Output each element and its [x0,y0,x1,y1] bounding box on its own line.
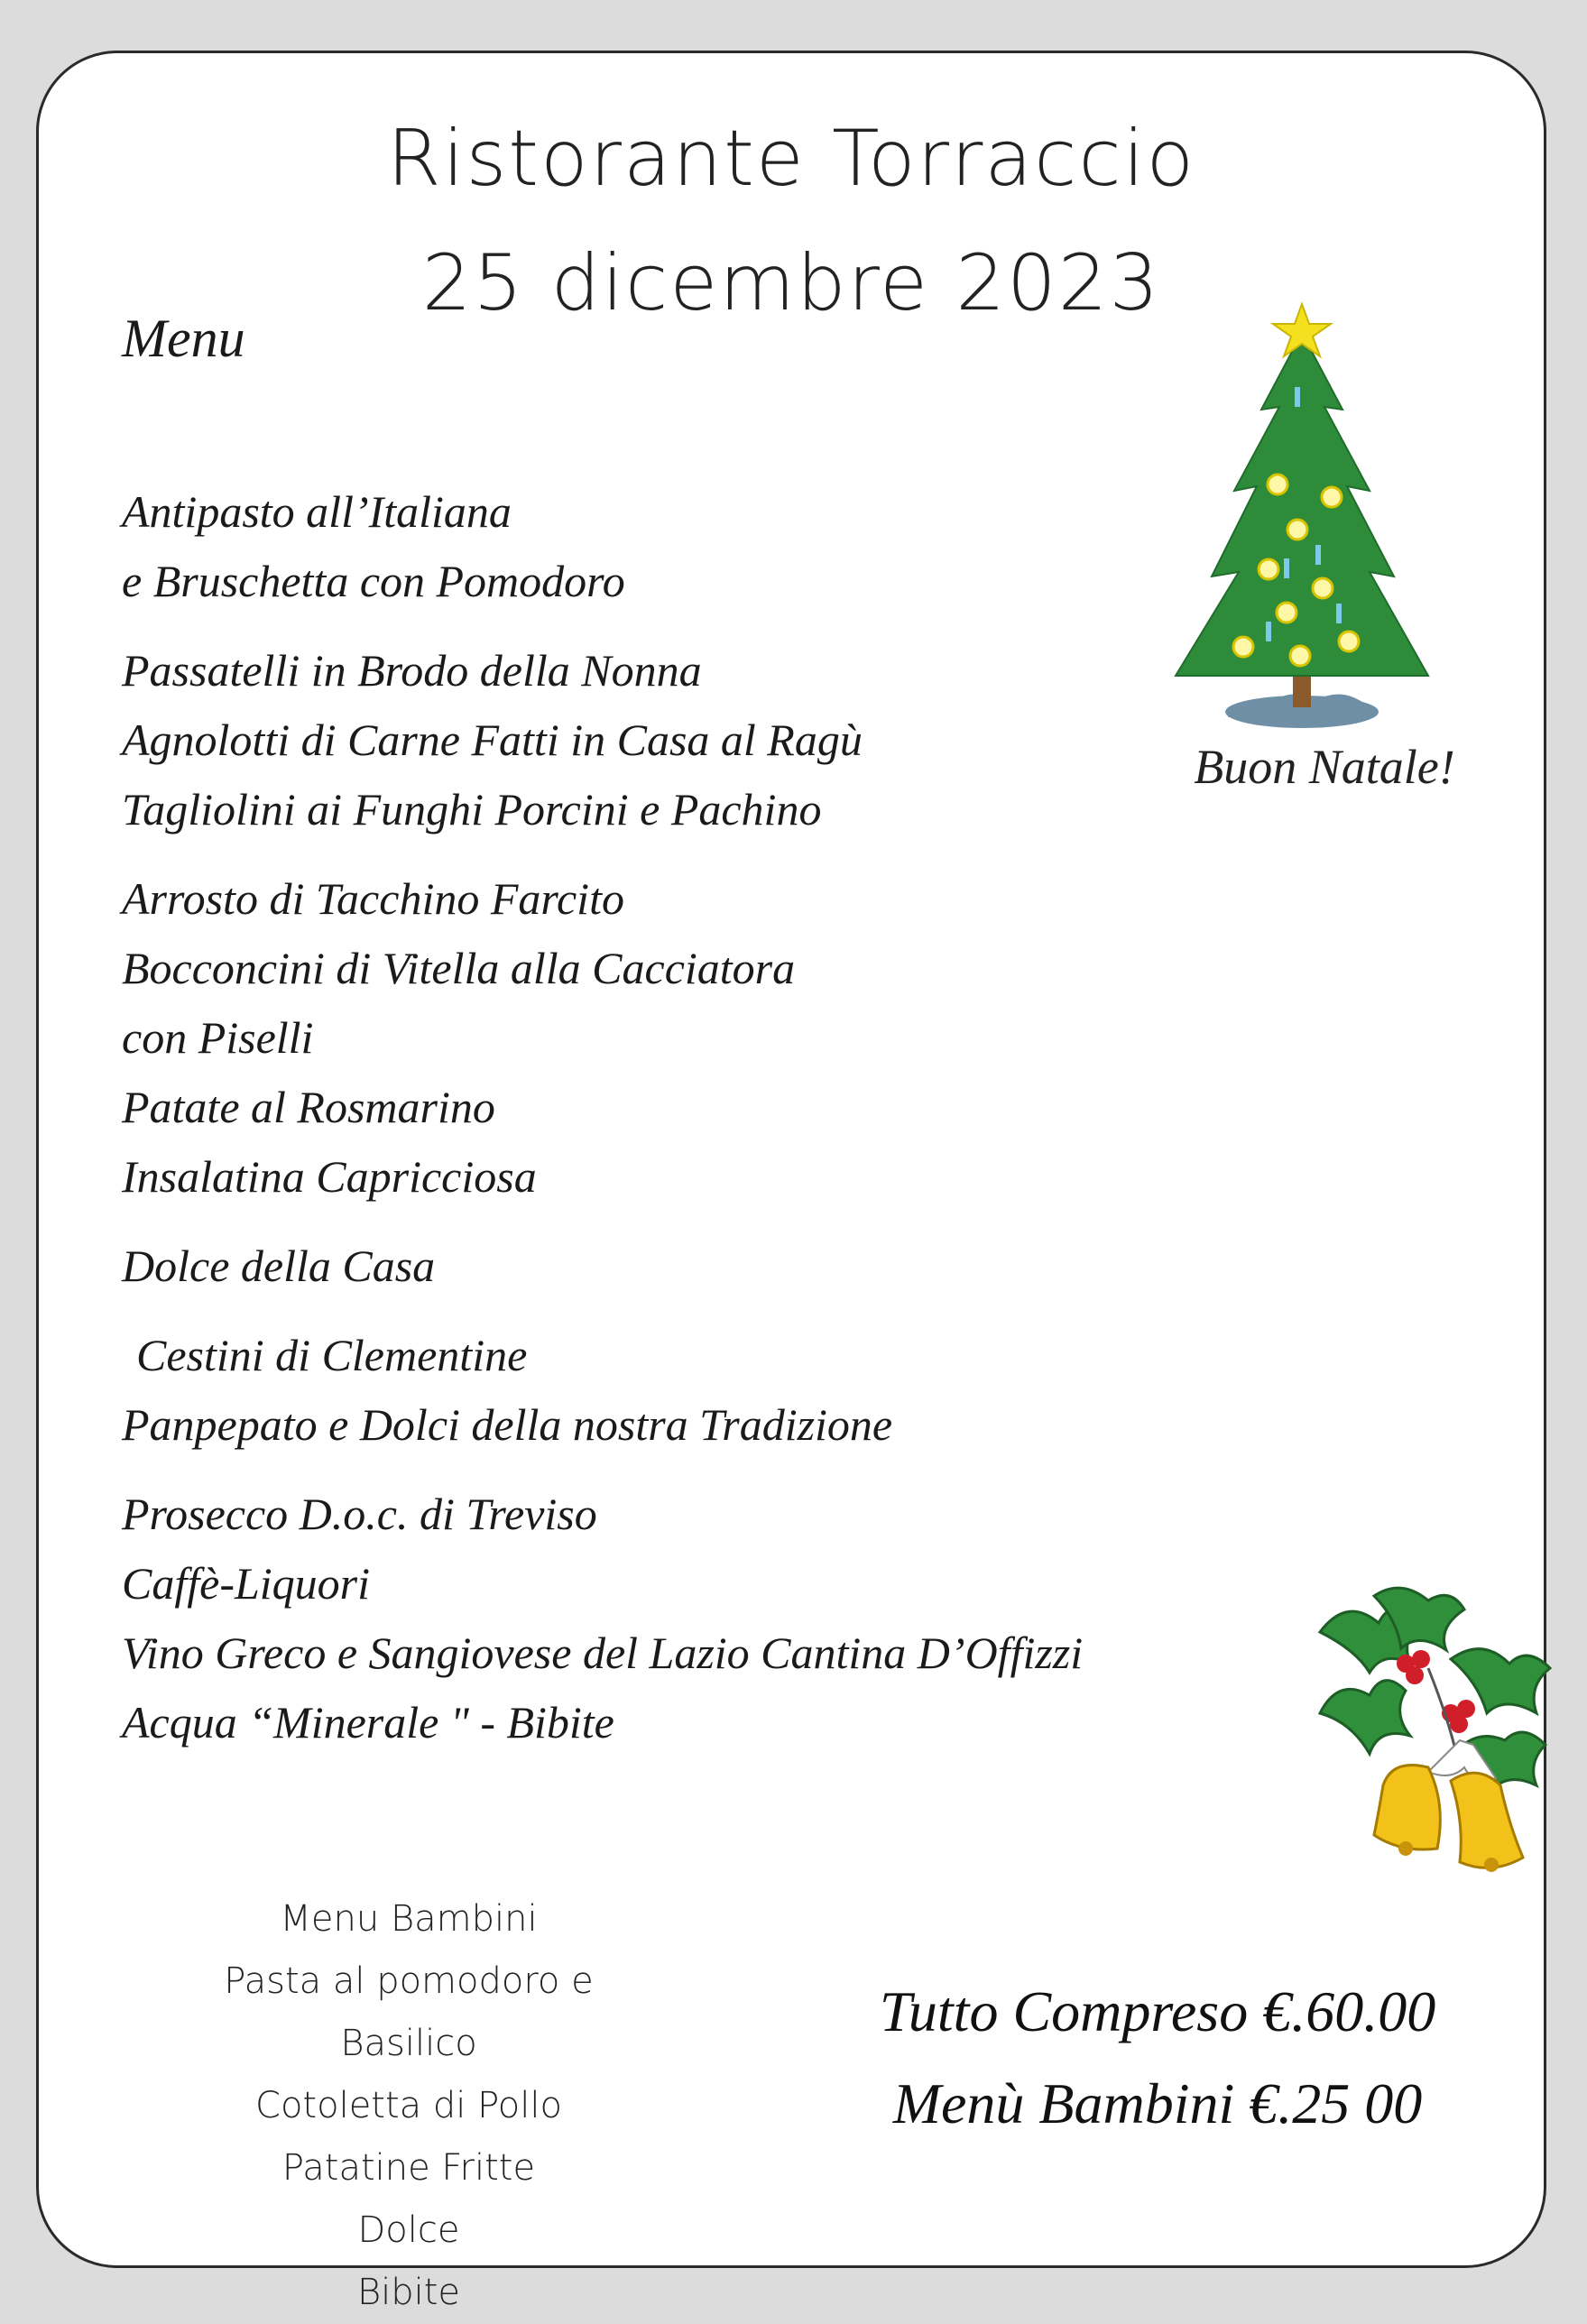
course-dolce [122,1231,1083,1301]
course-item: con Piselli [122,1012,314,1063]
restaurant-name: Ristorante Torraccio [386,114,1196,204]
prices [833,1966,1482,2150]
kids-menu-item: Bibite [356,2272,461,2313]
course-item: Panpepato e Dolci della nostra Tradizione [122,1399,893,1450]
kids-menu-item: Patatine Fritte [281,2147,536,2189]
course-item: Acqua “Minerale " - Bibite [122,1697,614,1748]
greeting: Buon Natale! [1194,740,1455,794]
holly-bells-icon [1293,1578,1582,1912]
course-dessert [122,1321,1083,1460]
course-item: Vino Greco e Sangiovese del Lazio Cantina D’Offizzi [122,1628,1084,1678]
course-antipasti [122,477,1083,616]
kids-menu-item: Cotoletta di Pollo [255,2085,562,2126]
course-item: Caffè-Liquori [122,1558,371,1609]
course-item: Arrosto di Tacchino Farcito [122,873,624,924]
course-item: Agnolotti di Carne Fatti in Casa al Ragù [122,715,863,765]
course-list [122,477,1083,1777]
kids-menu-item: Dolce [357,2209,460,2251]
course-secondi [122,864,1083,1212]
menu-card [36,51,1546,2313]
course-primi [122,636,1083,844]
course-item: Bocconcini di Vitella alla Cacciatora [122,943,796,993]
menu-title: Menu [122,309,245,368]
course-item: Dolce della Casa [122,1240,436,1291]
kids-menu-item: Pasta al pomodoro e Basilico [224,1960,594,2064]
course-item: Prosecco D.o.c. di Treviso [122,1489,597,1539]
price-kids: Menù Bambini €.25 00 [892,2071,1423,2135]
course-item: Cestini di Clementine [136,1330,528,1380]
kids-menu [165,1888,652,2324]
course-drinks [122,1480,1083,1757]
course-item: Passatelli in Brodo della Nonna [122,645,702,696]
kids-menu-item: Menu Bambini [280,1898,538,1940]
course-item: Antipasto all’Italiana [122,486,512,537]
course-item: e Bruschetta con Pomodoro [122,556,625,606]
course-item: Tagliolini ai Funghi Porcini e Pachino [122,784,822,835]
course-item: Patate al Rosmarino [122,1082,495,1132]
menu-date: 25 dicembre 2023 [421,238,1161,328]
christmas-tree-icon [1158,297,1455,748]
price-all-inclusive: Tutto Compreso €.60.00 [879,1979,1436,2043]
course-item: Insalatina Capricciosa [122,1151,537,1202]
